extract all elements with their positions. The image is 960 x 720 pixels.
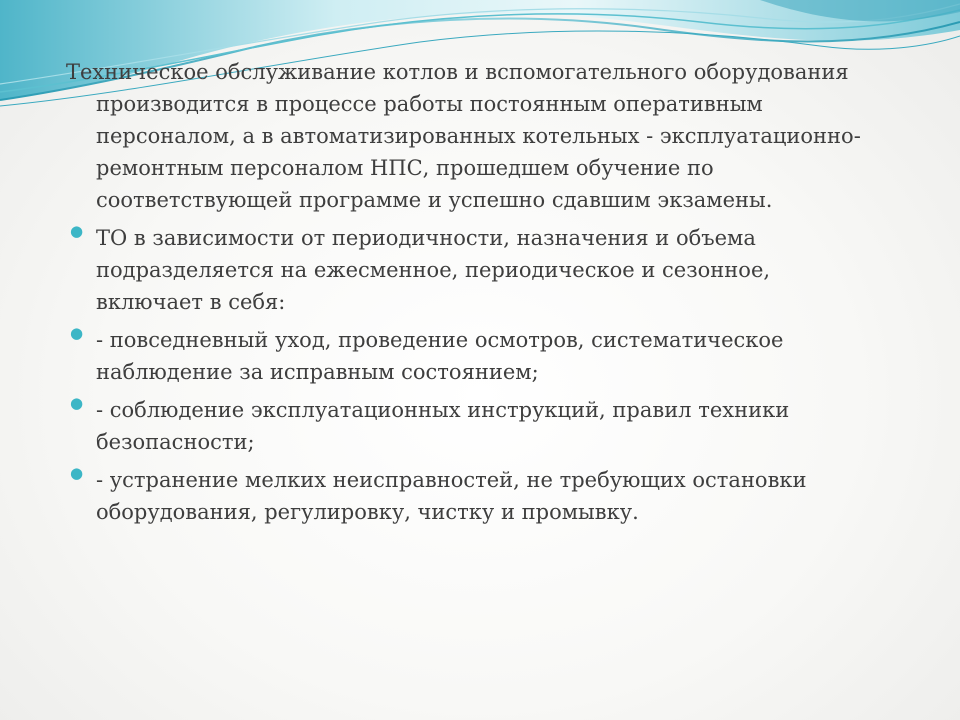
bullet-item [66, 394, 866, 458]
bullet-dot-icon [70, 326, 83, 341]
bullet-text: - соблюдение эксплуатационных инструкций, правил техники безопасности; [96, 398, 790, 454]
lead-paragraph: Техническое обслуживание котлов и вспомогательного оборудования производится в процессе работы постоянным оперативным персоналом, а в автоматизированных котельных - эксплуатационно-ремонтным персоналом НПС, прошедшем обучение по соответствующей программе и успешно сдавшим экзамены. [66, 60, 861, 212]
bullet-text: - повседневный уход, проведение осмотров, систематическое наблюдение за исправным состоянием; [96, 328, 784, 384]
bullet-item [66, 222, 866, 318]
slide-body [66, 56, 866, 534]
bullet-text: - устранение мелких неисправностей, не требующих остановки оборудования, регулировку, чистку и промывку. [96, 468, 807, 524]
bullet-dot-icon [70, 396, 83, 411]
bullet-item [66, 464, 866, 528]
bullet-text: ТО в зависимости от периодичности, назначения и объема подразделяется на ежесменное, периодическое и сезонное, включает в себя: [96, 226, 771, 314]
bullet-dot-icon [70, 466, 83, 481]
bullet-dot-icon [70, 224, 83, 239]
bullet-item [66, 324, 866, 388]
